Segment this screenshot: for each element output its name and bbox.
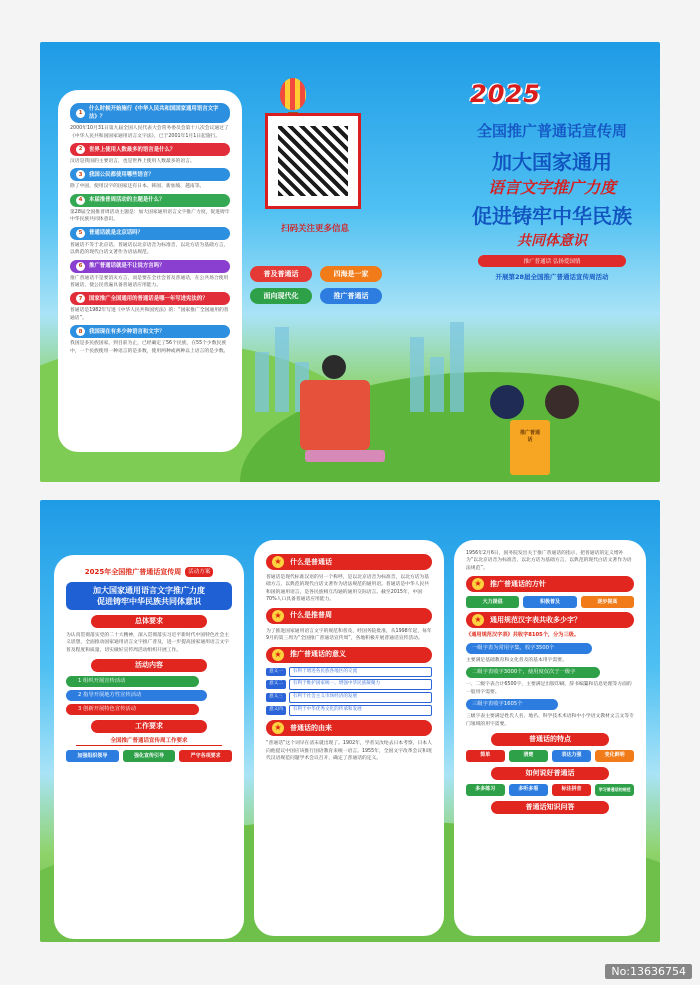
book-label: 推广普通话 [519, 430, 540, 443]
activity-item: 2 指导开展地方性宣传活动 [66, 690, 207, 701]
meaning-key: 意义二 [266, 680, 286, 689]
level-bar: 二级字表收字3000个，使用度仅次于一级字 [466, 667, 600, 678]
theme-line2: 促进铸牢中华民族共同体意识 [97, 596, 201, 606]
level-text: 一、二级字表合计6500字，主要满足出版印刷、辞书编纂和信息处理等方面的一般用字需要。 [466, 682, 632, 695]
feature-chip: 简单 [466, 750, 505, 762]
faq-question-text: 我国公民都使用哪些语言？ [89, 171, 154, 178]
theme-line1: 加大国家通用语言文字推广力度 [93, 585, 205, 595]
policy-chip: 逐步提高 [581, 596, 634, 608]
slogan-tag: 推广普通话 [320, 288, 382, 304]
faq-question [70, 260, 230, 273]
cover-subtitle: 开展第28届全国推广普通话宣传周活动 [495, 273, 609, 281]
activity-item: 1 组织开展宣传活动 [66, 676, 199, 687]
section-text: 为了推进国家通用语言文字的规范和普及，经国务院批准，从1998年起，每年9月的第三周为“全国推广普通话宣传周”，各地积极开展普通话宣传活动。 [266, 628, 432, 642]
activity-item: 3 创新开展特色宣传活动 [66, 704, 199, 715]
faq-answer: 第28届全国推普周活动主题是：加大国家通用语言文字推广力度，促进铸牢中华民族共同体意识。 [70, 209, 230, 223]
policy-chip: 积极普及 [523, 596, 576, 608]
faq-question [70, 227, 230, 240]
faq-number: 7 [76, 294, 85, 303]
feature-chips [466, 750, 634, 762]
section-text: “普通话”这个词早在清末就出现了。1902年，学者吴汝纶去日本考察，日本人向他提议中国应该推行国语教育来统一语言。1955年，全国文字改革会议和现代汉语规范问题学术会议召开，确定了普通话的定义。 [266, 741, 432, 761]
slogan-tag: 四海是一家 [320, 266, 382, 282]
meaning-value: 有利于社会主义市场经济的发展 [289, 692, 432, 703]
meaning-row [266, 679, 432, 690]
feature-chip: 清楚 [509, 750, 548, 762]
book-illustration [305, 450, 385, 462]
faq-answer: 除了中国，使用汉字的国家还有日本、韩国、新加坡、越南等。 [70, 184, 205, 190]
summary-text: 《通用规范汉字表》共收字8105个，分为三级。 [466, 632, 580, 639]
level-bar: 三级字表收字1605个 [466, 699, 558, 710]
meaning-value: 有利于中华优秀文化的传承和发展 [289, 705, 432, 716]
star-icon: ★ [272, 556, 284, 568]
feature-chip: 变化鲜明 [595, 750, 634, 762]
brochure-inside [40, 500, 660, 942]
faq-question [70, 143, 230, 156]
faq-question [70, 103, 230, 123]
girl-figure [545, 385, 579, 419]
faq-number: 1 [76, 109, 85, 118]
cover-title-line1: 全国推广普通话宣传周 [476, 122, 627, 140]
scan-caption: 扫码关注更多信息 [280, 224, 349, 234]
cover-title-line4: 促进铸牢中华民族 [472, 204, 632, 228]
qr-code-icon [278, 126, 348, 196]
faq-answer: 汉语是我国的主要语言，也是世界上使用人数最多的语言。 [70, 159, 195, 165]
cover-title-line3: 语言文字推广力度 [487, 178, 616, 197]
cover-ribbon: 推广普通话 弘扬爱国情 [478, 255, 626, 267]
section-band [266, 554, 432, 570]
faq-question-text: 我国现在有多少种语言和文字？ [89, 328, 165, 335]
section-title: 工作要求 [91, 720, 207, 733]
qr-code-frame[interactable] [265, 113, 361, 209]
faq-question [70, 292, 230, 305]
section-band [266, 647, 432, 663]
faq-question [70, 194, 230, 207]
faq-question-text: 普通话就是北京话吗？ [89, 230, 143, 237]
meaning-key: 意义一 [266, 668, 286, 677]
faq-question [70, 325, 230, 338]
meaning-row [266, 705, 432, 716]
step-chip: 多多练习 [466, 784, 505, 796]
book-stack-illustration [300, 380, 370, 450]
faq-number: 5 [76, 229, 85, 238]
faq-question-text: 本届推普周活动的主题是什么？ [89, 197, 165, 204]
step-chips [466, 784, 634, 796]
star-icon: ★ [272, 610, 284, 622]
section-band-text: 推广普通话的意义 [290, 650, 346, 659]
building [430, 357, 444, 412]
faq-answer: 推广普通话不是要消灭方言，而是要在全社会普及普通话，在公共场合使用普通话，使公民普遍具备普通话应用能力。 [70, 275, 229, 289]
section-band [466, 612, 634, 628]
policy-buttons [466, 596, 634, 608]
faq-number: 2 [76, 145, 85, 154]
faq-number: 6 [76, 262, 85, 271]
policy-column [454, 540, 646, 936]
star-icon: ★ [472, 614, 484, 626]
faq-question-text: 什么时候开始施行《中华人民共和国国家通用语言文字法》？ [89, 106, 219, 121]
faq-question-text: 推广普通话就是不让说方言吗？ [89, 263, 165, 270]
section-title: 普通话的特点 [491, 733, 609, 746]
watermark-bar [0, 957, 700, 985]
slogan-tag: 普及普通话 [250, 266, 312, 282]
star-icon: ★ [472, 578, 484, 590]
section-text: 1956年2月6日，国务院发出关于推广普通话的指示，把普通话的定义增补为“以北京语音为标准音，以北方话为基础方言，以典范的现代白话文著作为语法规范”。 [466, 551, 632, 571]
section-band [466, 576, 634, 592]
faq-answer: 普通话是1982年写进《中华人民共和国宪法》的：“国家推广全国通用的普通话”。 [70, 308, 229, 321]
section-band-text: 什么是推普周 [290, 611, 332, 620]
meaning-value: 有利于维护国家统一、增强中华民族凝聚力 [289, 679, 432, 690]
book-illustration [510, 420, 550, 475]
section-text: 为认真贯彻落实党的二十大精神，深入贯彻落实习近平新时代中国特色社会主义思想，全面推动国家通用语言文字推广普及，进一步提高国家通用语言文字普及程度和质量，切实做好宣传周活动组织开展工作。 [66, 632, 230, 653]
section-band-text: 什么是普通话 [290, 557, 332, 566]
step-chip: 多听多看 [509, 784, 548, 796]
boy-figure [490, 385, 524, 419]
policy-chip: 大力提倡 [466, 596, 519, 608]
requirement-button: 严守各项要求 [179, 750, 232, 762]
requirement-button: 加强组织领导 [66, 750, 119, 762]
section-text: 普通话是现代标准汉语的另一个称呼，是以北京语音为标准音，以北方话为基础方言，以典范的现代白话文著作为语法规范的通用语。普通话是中华人民共和国的通用语言，是各民族相互沟通的通用交际语言。截至2015年，中国70%人口具备普通话应用能力。 [266, 575, 430, 603]
section-title: 活动内容 [91, 659, 207, 672]
section-title: 总体要求 [91, 615, 207, 628]
feature-chip: 表达力强 [552, 750, 591, 762]
plan-header-text: 2025年全国推广普通话宣传周 [84, 568, 182, 576]
section-band [266, 720, 432, 736]
plan-header [66, 567, 232, 578]
level-bar: 一级字表为常用字集，收字3500个 [466, 643, 592, 654]
plan-column [54, 555, 244, 939]
meaning-value: 有利于增进各民族各地区的交流 [289, 667, 432, 678]
meaning-key: 意义三 [266, 693, 286, 702]
section-title: 如何说好普通话 [491, 767, 609, 780]
step-chip: 学习普通话的规范 [595, 784, 634, 796]
plan-header-tag: 活动方案 [185, 567, 213, 577]
star-icon: ★ [272, 649, 284, 661]
theme-box [66, 582, 232, 610]
image-id: No:13636754 [605, 964, 692, 979]
section-band-text: 通用规范汉字表共收多少字？ [490, 616, 581, 625]
building [255, 352, 269, 412]
faq-number: 4 [76, 196, 85, 205]
faq-question-text: 国家推广全国通用的普通话是哪一年写进宪法的？ [89, 295, 208, 302]
slogan-tag: 面向现代化 [250, 288, 312, 304]
faq-answer: 2000年10月31日第九届全国人民代表大会常务委员会第十八次会议通过了《中华人民共和国国家通用语言文字法》，已于2001年1月1日起施行。 [70, 126, 229, 139]
cover-year: 2025 [470, 80, 541, 108]
knowledge-column [254, 540, 444, 936]
building [450, 322, 464, 412]
requirements-title: 全国推广普通话宣传周工作要求 [76, 737, 222, 746]
faq-answer: 普通话不等于北京话。普通话以北京语音为标准音，以北方话为基础方言，以典范的现代白话文著作为语法规范。 [70, 242, 229, 256]
faq-question-text: 世界上使用人数最多的语言是什么？ [89, 146, 176, 153]
section-band-text: 推广普通话的方针 [490, 580, 546, 589]
section-band [266, 608, 432, 624]
meaning-row [266, 692, 432, 703]
step-chip: 标注拼音 [552, 784, 591, 796]
cover-title-line5: 共同体意识 [517, 233, 587, 249]
building [410, 337, 424, 412]
building [275, 327, 289, 412]
faq-number: 3 [76, 170, 85, 179]
section-title: 普通话知识问答 [491, 801, 609, 814]
level-text: 主要满足基础教育和文化普及的基本用字需要。 [466, 658, 567, 664]
level-text: 三级字表主要满足姓氏人名、地名、科学技术术语和中小学语文教材文言文等专门领域的用字需要。 [466, 714, 634, 727]
cover-title-line2: 加大国家通用 [492, 150, 612, 174]
reader-figure [322, 355, 346, 379]
faq-number: 8 [76, 327, 85, 336]
hot-air-balloon-icon [280, 78, 306, 110]
faq-column [58, 90, 242, 452]
faq-answer: 我国是多民族国家，到目前为止，已经确定了56个民族，在55个少数民族中，一个民族使用一种语言的是多数，使用两种或两种以上语言的是少数。 [70, 341, 229, 354]
meaning-row [266, 667, 432, 678]
faq-question [70, 168, 230, 181]
star-icon: ★ [272, 722, 284, 734]
requirement-button: 强化宣传引导 [123, 750, 176, 762]
section-band-text: 普通话的由来 [290, 723, 332, 732]
requirement-buttons [66, 750, 232, 762]
meaning-key: 意义四 [266, 706, 286, 715]
